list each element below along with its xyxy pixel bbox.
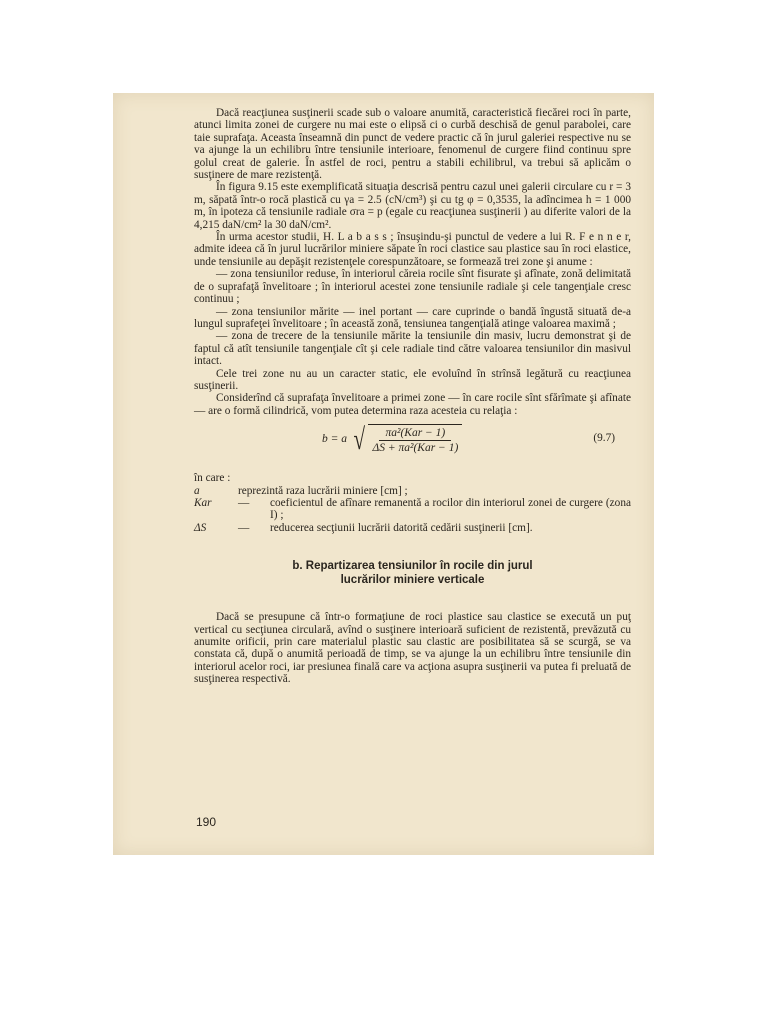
legend-symbol: Kar	[194, 496, 212, 509]
zone-item-2: — zona tensiunilor mărite — inel portant — care cuprinde o bandă îngustă situată de-a lungul suprafeţei învelitoare ; în această zonă, tensiunea tangenţială atinge valoarea maximă ;	[194, 305, 631, 330]
equation-denominator: ΔS + πa²(Kar − 1)	[372, 442, 459, 455]
equation-fraction	[368, 424, 462, 455]
paragraph-6: Dacă se presupune că într-o formaţiune de roci plastice sau clastice se execută un puţ vertical cu secţiunea circulară, avînd o susţinere interioară suficient de rezistentă, prevăzută cu anumite orificii, prin care materialul plastic sau clastic are posibilitatea să se scurgă, se va constata că, după o anumită perioadă de timp, se va ajunge la un echilibru între tensiunile din interiorul acelor roci, iar presiunea finală care va acţiona asupra susţinerii va putea fi preluată de susţinerea respectivă.	[194, 611, 631, 686]
legend-description: coeficientul de afînare remanentă a rocilor din interiorul zonei de curgere (zona I) ;	[270, 496, 631, 522]
legend-heading: în care :	[194, 472, 231, 485]
section-heading	[194, 560, 631, 587]
legend-row	[194, 522, 631, 534]
page-number: 190	[196, 815, 217, 829]
page-text-block	[194, 107, 631, 686]
paragraph-4: Cele trei zone nu au un caracter static, ele evoluînd în strînsă legătură cu reacţiunea susţinerii.	[194, 367, 631, 392]
paragraph-2: În figura 9.15 este exemplificată situaţia descrisă pentru cazul unei galerii circulare cu r = 3 m, săpată într-o rocă plastică cu γa = 2.5 (cN/cm³) şi cu tg φ = 0,3535, la adîncimea h = 1 000 m, în ipoteza că tensiunile radiale σra = p (egale cu reacţiunea susţinerii ) au diferite valori de la 4,215 daN/cm² la 30 daN/cm².	[194, 181, 631, 231]
legend-description: reprezintă raza lucrării miniere [cm] ;	[238, 484, 408, 497]
equation-numerator: πa²(Kar − 1)	[379, 426, 451, 441]
equation-body	[322, 424, 462, 455]
paragraph-3: În urma acestor studii, H. L a b a s s ; însuşindu-şi punctul de vedere a lui R. F e n n e r, admite ideea că în jurul lucrărilor miniere săpate în roci clastice sau plastice sau în roci elastice, unde tensiunile au depăşit rezistenţele corespunzătoare, se formează trei zone şi anume :	[194, 231, 631, 268]
paragraph-1: Dacă reacţiunea susţinerii scade sub o valoare anumită, caracteristică fiecărei roci în parte, atunci limita zonei de curgere nu mai este o elipsă ci o curbă deschisă de genul parabolei, care taie suprafaţa. Aceasta înseamnă din punct de vedere practic că în jurul galeriei respective nu se va ajunge la un echilibru între tensiunile interioare, fenomenul de curgere fiind continuu spre golul creat de galerie. În astfel de roci, pentru a stabili echilibrul, va trebui să aplicăm o susţinere de mare rezistenţă.	[194, 107, 631, 182]
legend-description: reducerea secţiunii lucrării datorită cedării susţinerii [cm].	[270, 521, 533, 534]
square-root-icon: √	[353, 422, 366, 456]
legend-row	[194, 485, 631, 497]
equation-lhs: b = a	[322, 433, 348, 446]
legend-symbol: ΔS	[194, 521, 207, 534]
zone-item-1: — zona tensiunilor reduse, în interiorul căreia rocile sînt fisurate şi afînate, zonă delimitată de o suprafaţă învelitoare ; în interiorul acestei zone tensiunile radiale şi cele tangenţiale cresc continuu ;	[194, 268, 631, 306]
legend-dash: —	[238, 521, 250, 534]
equation-number: (9.7)	[593, 432, 615, 445]
scanned-page	[113, 93, 654, 855]
legend-symbol: a	[194, 484, 200, 497]
paragraph-5: Considerînd că suprafaţa învelitoare a primei zone — în care rocile sînt sfărîmate şi afînate — are o formă cilindrică, vom putea determina raza acesteia cu relaţia :	[194, 392, 631, 417]
zone-item-3: — zona de trecere de la tensiunile mărite la tensiunile din masiv, lucru demonstrat şi de faptul că atît tensiunile tangenţiale cît şi cele radiale tind către valoarea tensiunilor din masivul intact.	[194, 330, 631, 368]
legend-row	[194, 497, 631, 522]
equation-9-7	[194, 420, 631, 464]
section-heading-line-1: b. Repartizarea tensiunilor în rocile din jurul	[292, 560, 533, 573]
section-heading-line-2: lucrărilor miniere verticale	[340, 573, 485, 586]
legend-dash: —	[238, 496, 250, 509]
